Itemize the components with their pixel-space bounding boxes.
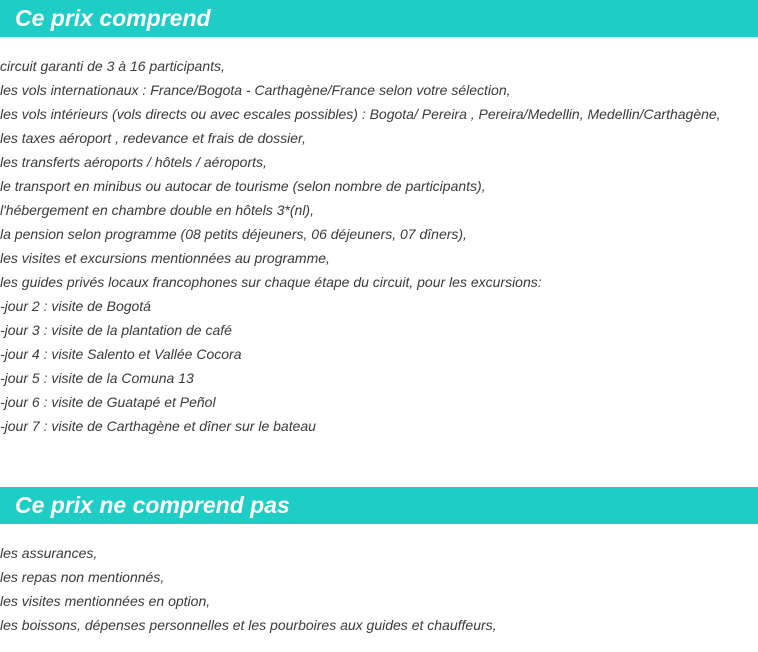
- included-item: -jour 2 : visite de Bogotá: [0, 298, 151, 314]
- excluded-item: les boissons, dépenses personnelles et les pourboires aux guides et chauffeurs,: [0, 617, 497, 633]
- included-item: -jour 7 : visite de Carthagène et dîner sur le bateau: [0, 418, 316, 434]
- included-item: les vols intérieurs (vols directs ou avec escales possibles) : Bogota/ Pereira , Pereira/Medellin, Medellin/Carthagène,: [0, 106, 721, 122]
- excluded-item: les visites mentionnées en option,: [0, 593, 211, 609]
- excludes-list: [0, 541, 758, 637]
- included-item: les taxes aéroport , redevance et frais de dossier,: [0, 130, 306, 146]
- included-item: les visites et excursions mentionnées au programme,: [0, 250, 330, 266]
- excluded-item: les assurances,: [0, 545, 98, 561]
- section-header-excludes: Ce prix ne comprend pas: [0, 487, 758, 524]
- included-item: circuit garanti de 3 à 16 participants,: [0, 58, 225, 74]
- included-item: les transferts aéroports / hôtels / aéroports,: [0, 154, 267, 170]
- included-item: les guides privés locaux francophones sur chaque étape du circuit, pour les excursions:: [0, 274, 542, 290]
- included-item: -jour 4 : visite Salento et Vallée Cocora: [0, 346, 242, 362]
- included-item: les vols internationaux : France/Bogota - Carthagène/France selon votre sélection,: [0, 82, 511, 98]
- excluded-item: les repas non mentionnés,: [0, 569, 165, 585]
- included-item: l'hébergement en chambre double en hôtels 3*(nl),: [0, 202, 314, 218]
- section-header-includes: Ce prix comprend: [0, 0, 758, 37]
- included-item: -jour 6 : visite de Guatapé et Peñol: [0, 394, 216, 410]
- included-item: la pension selon programme (08 petits déjeuners, 06 déjeuners, 07 dîners),: [0, 226, 467, 242]
- included-item: -jour 5 : visite de la Comuna 13: [0, 370, 194, 386]
- includes-list: [0, 54, 758, 438]
- included-item: le transport en minibus ou autocar de tourisme (selon nombre de participants),: [0, 178, 486, 194]
- included-item: -jour 3 : visite de la plantation de café: [0, 322, 232, 338]
